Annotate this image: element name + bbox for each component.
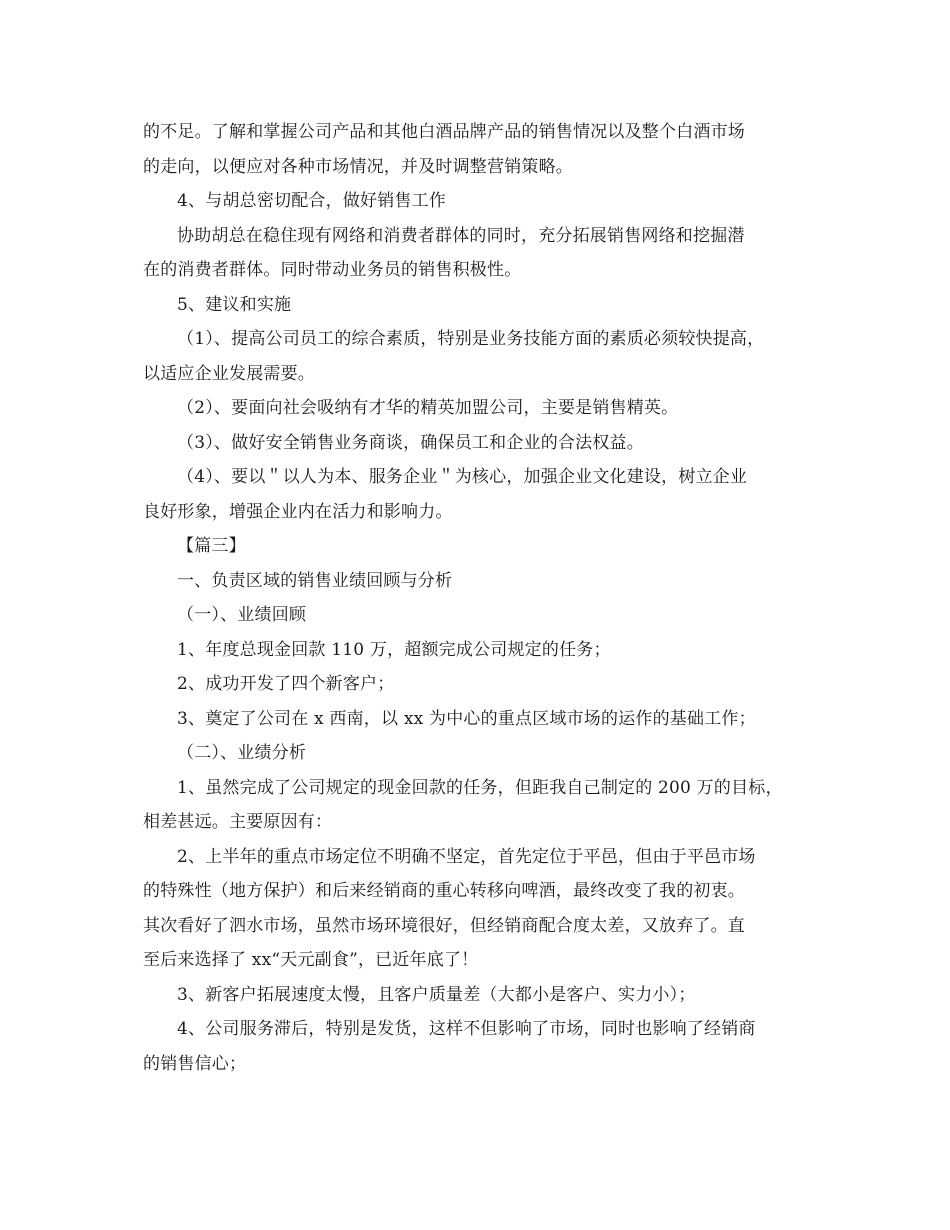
document-body <box>143 115 823 1081</box>
text-line: 一、负责区域的销售业绩回顾与分析 <box>177 570 453 591</box>
text-line: 良好形象，增强企业内在活力和影响力。 <box>143 501 453 522</box>
text-line: 4、公司服务滞后，特别是发货，这样不但影响了市场，同时也影响了经销商 <box>177 1019 756 1039</box>
text-line: 其次看好了泗水市场，虽然市场环境很好，但经销商配合度太差，又放弃了。直 <box>143 915 745 936</box>
text-line: 的不足。了解和掌握公司产品和其他白酒品牌产品的销售情况以及整个白酒市场 <box>143 122 745 142</box>
text-line: 【篇三】 <box>177 536 246 556</box>
text-line: 4、与胡总密切配合，做好销售工作 <box>177 191 447 211</box>
text-line: 的特殊性（地方保护）和后来经销商的重心转移向啤酒，最终改变了我的初衷。 <box>143 881 745 901</box>
text-line: 在的消费者群体。同时带动业务员的销售积极性。 <box>143 260 522 280</box>
text-line: 的销售信心； <box>143 1053 247 1074</box>
text-line: （一）、业绩回顾 <box>177 605 307 625</box>
text-line: 3、新客户拓展速度太慢，且客户质量差（大都小是客户、实力小）； <box>177 984 696 1005</box>
text-line: （3）、做好安全销售业务商谈，确保员工和企业的合法权益。 <box>177 432 644 453</box>
text-line: 1、虽然完成了公司规定的现金回款的任务，但距我自己制定的 200 万的目标， <box>177 777 783 798</box>
text-line: 2、上半年的重点市场定位不明确不坚定，首先定位于平邑，但由于平邑市场 <box>177 846 756 867</box>
text-line: 协助胡总在稳住现有网络和消费者群体的同时，充分拓展销售网络和挖掘潜 <box>177 225 745 246</box>
text-line: （1）、提高公司员工的综合素质，特别是业务技能方面的素质必须较快提高， <box>177 329 765 349</box>
text-line: 2、成功开发了四个新客户； <box>177 674 395 694</box>
text-line: （二）、业绩分析 <box>177 743 307 763</box>
text-line: 以适应企业发展需要。 <box>143 363 315 384</box>
text-line: 5、建议和实施 <box>177 294 292 315</box>
text-line: 3、奠定了公司在 x 西南，以 xx 为中心的重点区域市场的运作的基础工作； <box>177 708 756 729</box>
text-line: 的走向，以便应对各种市场情况，并及时调整营销策略。 <box>143 156 573 177</box>
text-line: 相差甚远。主要原因有： <box>143 812 333 832</box>
text-line: 1、年度总现金回款 110 万，超额完成公司规定的任务； <box>177 639 611 660</box>
text-line: （2）、要面向社会吸纳有才华的精英加盟公司，主要是销售精英。 <box>177 398 679 418</box>
text-line: （4）、要以＂以人为本、服务企业＂为核心，加强企业文化建设，树立企业 <box>177 467 748 487</box>
text-line: 至后来选择了 xx“天元副食”，已近年底了！ <box>143 950 479 970</box>
